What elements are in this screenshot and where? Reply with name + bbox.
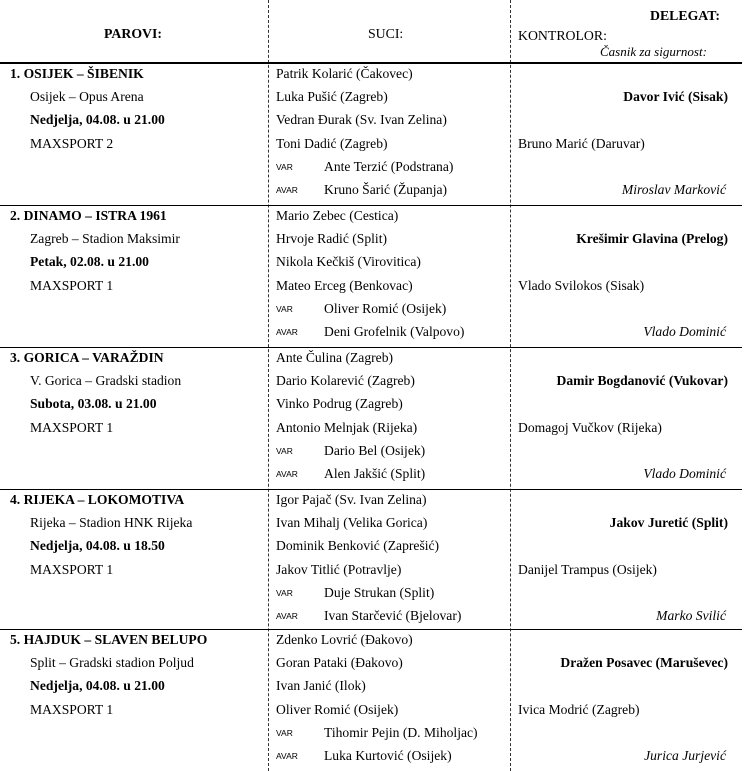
security-officer-name: Vlado Dominić [643, 324, 726, 339]
security-officer-name: Jurica Jurjević [644, 748, 726, 763]
var-label: VAR [276, 445, 293, 456]
var-referee: Duje Strukan (Split) [324, 584, 435, 600]
match-separator [0, 205, 742, 206]
header-parovi: PAROVI: [104, 26, 162, 41]
var-label: VAR [276, 727, 293, 738]
security-officer-name: Vlado Dominić [643, 466, 726, 481]
match-date: Nedjelja, 04.08. u 21.00 [30, 678, 165, 694]
match-title: 5. HAJDUK – SLAVEN BELUPO [10, 632, 208, 647]
match-venue: Split – Gradski stadion Poljud [30, 655, 194, 671]
controller-name: Danijel Trampus (Osijek) [518, 561, 657, 577]
match-separator [0, 629, 742, 630]
delegate-name: Davor Ivić (Sisak) [623, 89, 728, 105]
match-title: 1. OSIJEK – ŠIBENIK [10, 66, 144, 81]
referee-name: Goran Pataki (Đakovo) [276, 655, 403, 671]
var-label: VAR [276, 587, 293, 598]
match-date: Subota, 03.08. u 21.00 [30, 396, 157, 412]
avar-referee: Ivan Starčević (Bjelovar) [324, 608, 462, 623]
security-officer-name: Marko Svilić [656, 608, 726, 623]
header-suci: SUCI: [368, 26, 404, 41]
avar-label: AVAR [276, 327, 298, 337]
match-separator [0, 347, 742, 348]
referee-name: Zdenko Lovrić (Đakovo) [276, 632, 413, 647]
match-tv-channel: MAXSPORT 1 [30, 419, 114, 435]
avar-referee: Alen Jakšić (Split) [324, 466, 426, 481]
match-date: Petak, 02.08. u 21.00 [30, 254, 149, 270]
avar-referee: Deni Grofelnik (Valpovo) [324, 324, 465, 339]
referee-name: Vedran Đurak (Sv. Ivan Zelina) [276, 112, 447, 128]
match-venue: Osijek – Opus Arena [30, 89, 144, 105]
referee-name: Luka Pušić (Zagreb) [276, 89, 388, 105]
header-kontrolor: KONTROLOR: [518, 28, 607, 43]
referee-name: Nikola Kečkiš (Virovitica) [276, 254, 421, 270]
column-divider-suci-kontrolor [510, 0, 511, 771]
referee-name: Mateo Erceg (Benkovac) [276, 277, 413, 293]
header-casnik: Časnik za sigurnost: [600, 44, 707, 59]
security-officer-name: Miroslav Marković [621, 182, 726, 197]
var-referee: Oliver Romić (Osijek) [324, 300, 447, 316]
controller-name: Domagoj Vučkov (Rijeka) [518, 419, 662, 435]
delegate-name: Damir Bogdanović (Vukovar) [556, 373, 728, 389]
referee-name: Jakov Titlić (Potravlje) [276, 561, 402, 577]
match-venue: V. Gorica – Gradski stadion [30, 373, 182, 389]
delegate-name: Krešimir Glavina (Prelog) [576, 231, 728, 247]
var-referee: Dario Bel (Osijek) [324, 442, 426, 458]
match-title: 2. DINAMO – ISTRA 1961 [10, 208, 167, 223]
var-referee: Tihomir Pejin (D. Miholjac) [324, 724, 478, 740]
var-label: VAR [276, 303, 293, 314]
referee-name: Mario Zebec (Cestica) [276, 208, 399, 223]
match-tv-channel: MAXSPORT 2 [30, 135, 114, 151]
controller-name: Vlado Svilokos (Sisak) [518, 277, 645, 293]
referee-name: Hrvoje Radić (Split) [276, 231, 387, 247]
match-title: 3. GORICA – VARAŽDIN [10, 350, 164, 365]
var-referee: Ante Terzić (Podstrana) [324, 158, 454, 174]
match-tv-channel: MAXSPORT 1 [30, 277, 114, 293]
referee-name: Igor Pajač (Sv. Ivan Zelina) [276, 492, 427, 507]
avar-label: AVAR [276, 469, 298, 479]
delegate-name: Dražen Posavec (Maruševec) [560, 655, 728, 671]
var-label: VAR [276, 161, 293, 172]
match-separator [0, 489, 742, 490]
controller-name: Bruno Marić (Daruvar) [518, 135, 645, 151]
match-venue: Zagreb – Stadion Maksimir [30, 231, 180, 247]
avar-referee: Kruno Šarić (Županja) [324, 182, 448, 197]
match-date: Nedjelja, 04.08. u 18.50 [30, 538, 165, 554]
avar-label: AVAR [276, 611, 298, 621]
referee-name: Ivan Janić (Ilok) [276, 678, 366, 694]
match-tv-channel: MAXSPORT 1 [30, 561, 114, 577]
referee-name: Ante Čulina (Zagreb) [276, 350, 394, 365]
match-venue: Rijeka – Stadion HNK Rijeka [30, 515, 193, 531]
referee-name: Dario Kolarević (Zagreb) [276, 373, 415, 389]
controller-name: Ivica Modrić (Zagreb) [518, 701, 640, 717]
header-delegat: DELEGAT: [650, 8, 721, 23]
referee-name: Vinko Podrug (Zagreb) [276, 396, 403, 412]
avar-referee: Luka Kurtović (Osijek) [324, 748, 452, 763]
avar-label: AVAR [276, 185, 298, 195]
referee-name: Toni Dadić (Zagreb) [276, 135, 388, 151]
referee-name: Dominik Benković (Zaprešić) [276, 538, 440, 554]
referee-name: Oliver Romić (Osijek) [276, 701, 399, 717]
column-divider-parovi-suci [268, 0, 269, 771]
match-date: Nedjelja, 04.08. u 21.00 [30, 112, 165, 128]
avar-label: AVAR [276, 751, 298, 761]
referee-name: Antonio Melnjak (Rijeka) [276, 419, 418, 435]
referee-name: Ivan Mihalj (Velika Gorica) [276, 515, 428, 531]
match-tv-channel: MAXSPORT 1 [30, 701, 114, 717]
header-rule [0, 62, 742, 64]
match-title: 4. RIJEKA – LOKOMOTIVA [10, 492, 185, 507]
delegate-name: Jakov Juretić (Split) [609, 515, 728, 531]
referee-name: Patrik Kolarić (Čakovec) [276, 66, 413, 81]
